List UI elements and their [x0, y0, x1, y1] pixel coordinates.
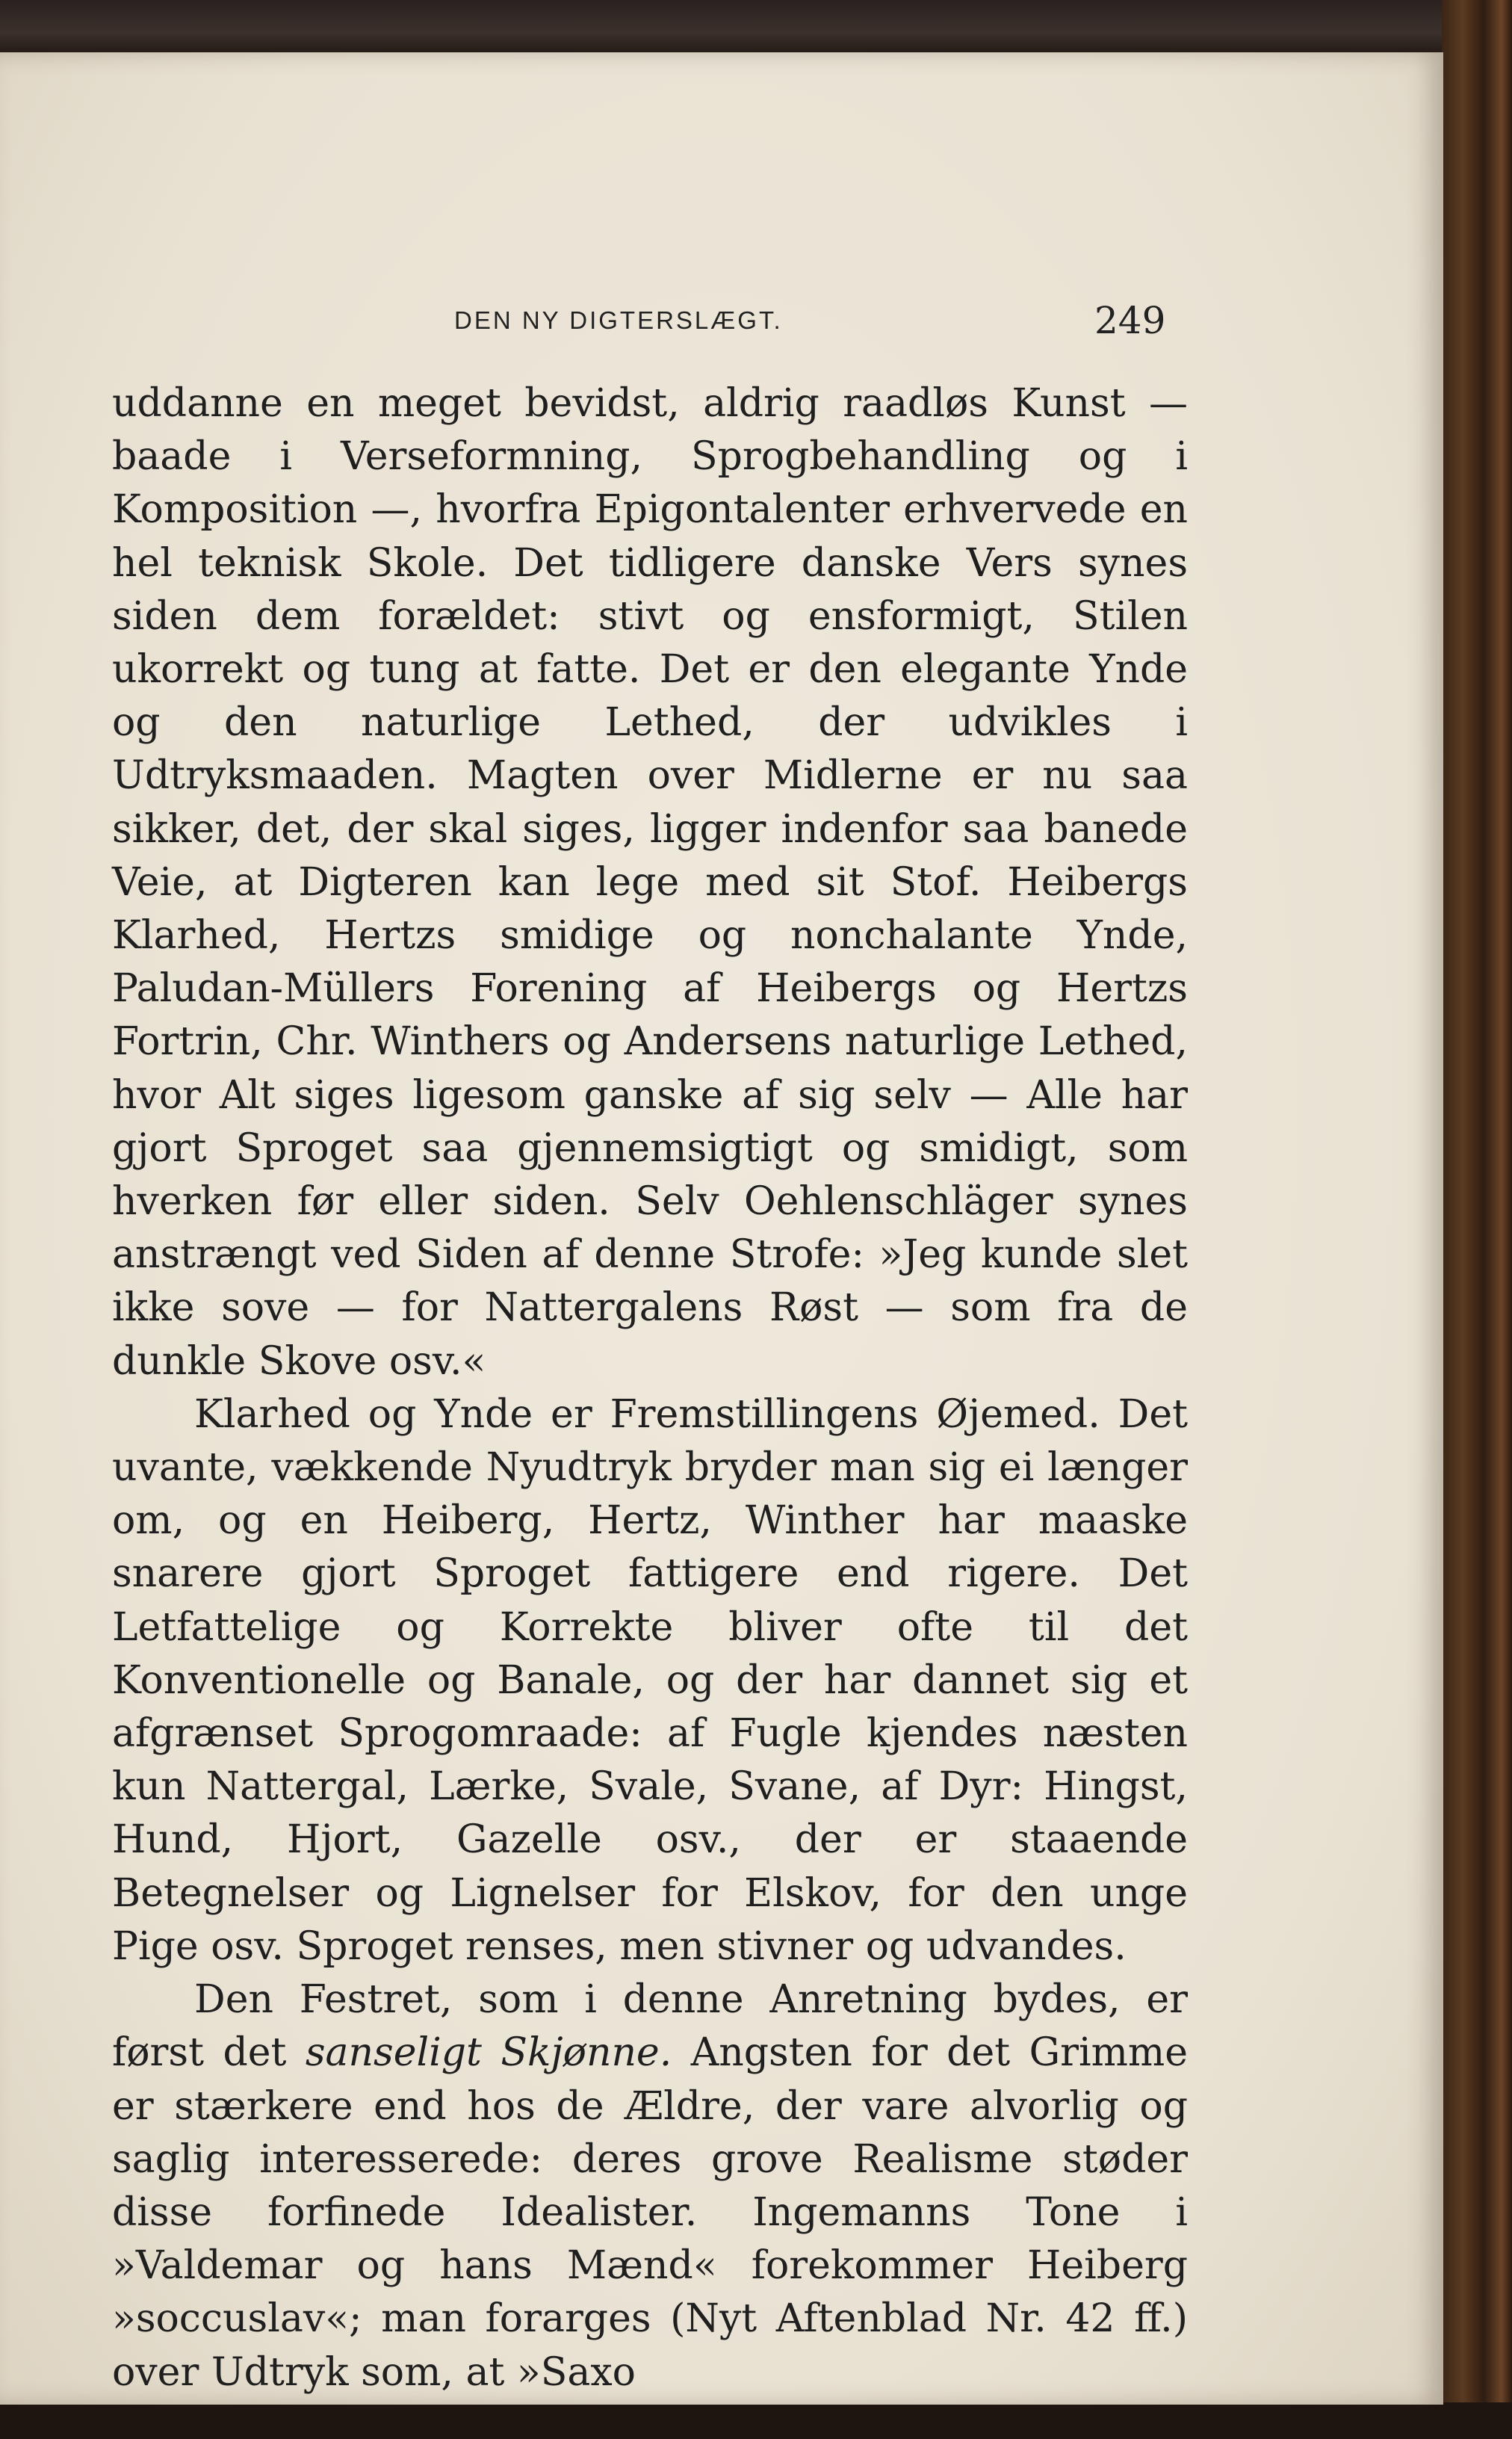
paragraph-3	[112, 1973, 1188, 2399]
page-number: 249	[1094, 299, 1166, 342]
book-page	[0, 52, 1443, 2405]
paragraph-3-start: Den Festret, som i denne Anretning bydes, er først det	[112, 1977, 1188, 2076]
book-bottom-edge	[0, 2402, 1512, 2439]
paragraph-3-rest: Angsten for det Grimme er stærkere end hos de Ældre, der vare alvorlig og saglig interesserede: deres grove Realisme støder disse forfinede Idealister. Ingemanns Tone i »Valdemar og hans Mænd« forekommer Heiberg »soccuslav«; man forarges (Nyt Aftenblad Nr. 42 ff.) over Udtryk som, at »Saxo	[112, 2030, 1189, 2395]
book-cover-edge	[1442, 0, 1512, 2439]
running-title: DEN NY DIGTERSLÆGT.	[454, 306, 783, 334]
body-text	[112, 377, 1188, 2399]
book-top-edge	[0, 0, 1512, 60]
paragraph-2: Klarhed og Ynde er Fremstillingens Øjemed. Det uvante, vækkende Nyudtryk bryder man sig ei længer om, og en Heiberg, Hertz, Winther har maaske snarere gjort Sproget fattigere end rigere. Det Letfattelige og Korrekte bliver ofte til det Konventionelle og Banale, og der har dannet sig et afgrænset Sprogomraade: af Fugle kjendes næsten kun Nattergal, Lærke, Svale, Svane, af Dyr: Hingst, Hund, Hjort, Gazelle osv., der er staaende Betegnelser og Lignelser for Elskov, for den unge Pige osv. Sproget renses, men stivner og udvandes.	[112, 1391, 1188, 1969]
emphasis-phrase: sanseligt Skjønne.	[305, 2030, 672, 2076]
paragraph-1: uddanne en meget bevidst, aldrig raadløs Kunst — baade i Verseformning, Sprogbehandling og i Komposition —, hvorfra Epigontalenter erhvervede en hel teknisk Skole. Det tidligere danske Vers synes siden dem forældet: stivt og ensformigt, Stilen ukorrekt og tung at fatte. Det er den elegante Ynde og den naturlige Lethed, der udvikles i Udtryksmaaden. Magten over Midlerne er nu saa sikker, det, der skal siges, ligger indenfor saa banede Veie, at Digteren kan lege med sit Stof. Heibergs Klarhed, Hertzs smidige og nonchalante Ynde, Paludan-Müllers Forening af Heibergs og Hertzs Fortrin, Chr. Winthers og Andersens naturlige Lethed, hvor Alt siges ligesom ganske af sig selv — Alle har gjort Sproget saa gjennemsigtigt og smidigt, som hverken før eller siden. Selv Oehlenschläger synes anstrængt ved Siden af denne Strofe: »Jeg kunde slet ikke sove — for Nattergalens Røst — som fra de dunkle Skove osv.«	[112, 381, 1188, 1384]
